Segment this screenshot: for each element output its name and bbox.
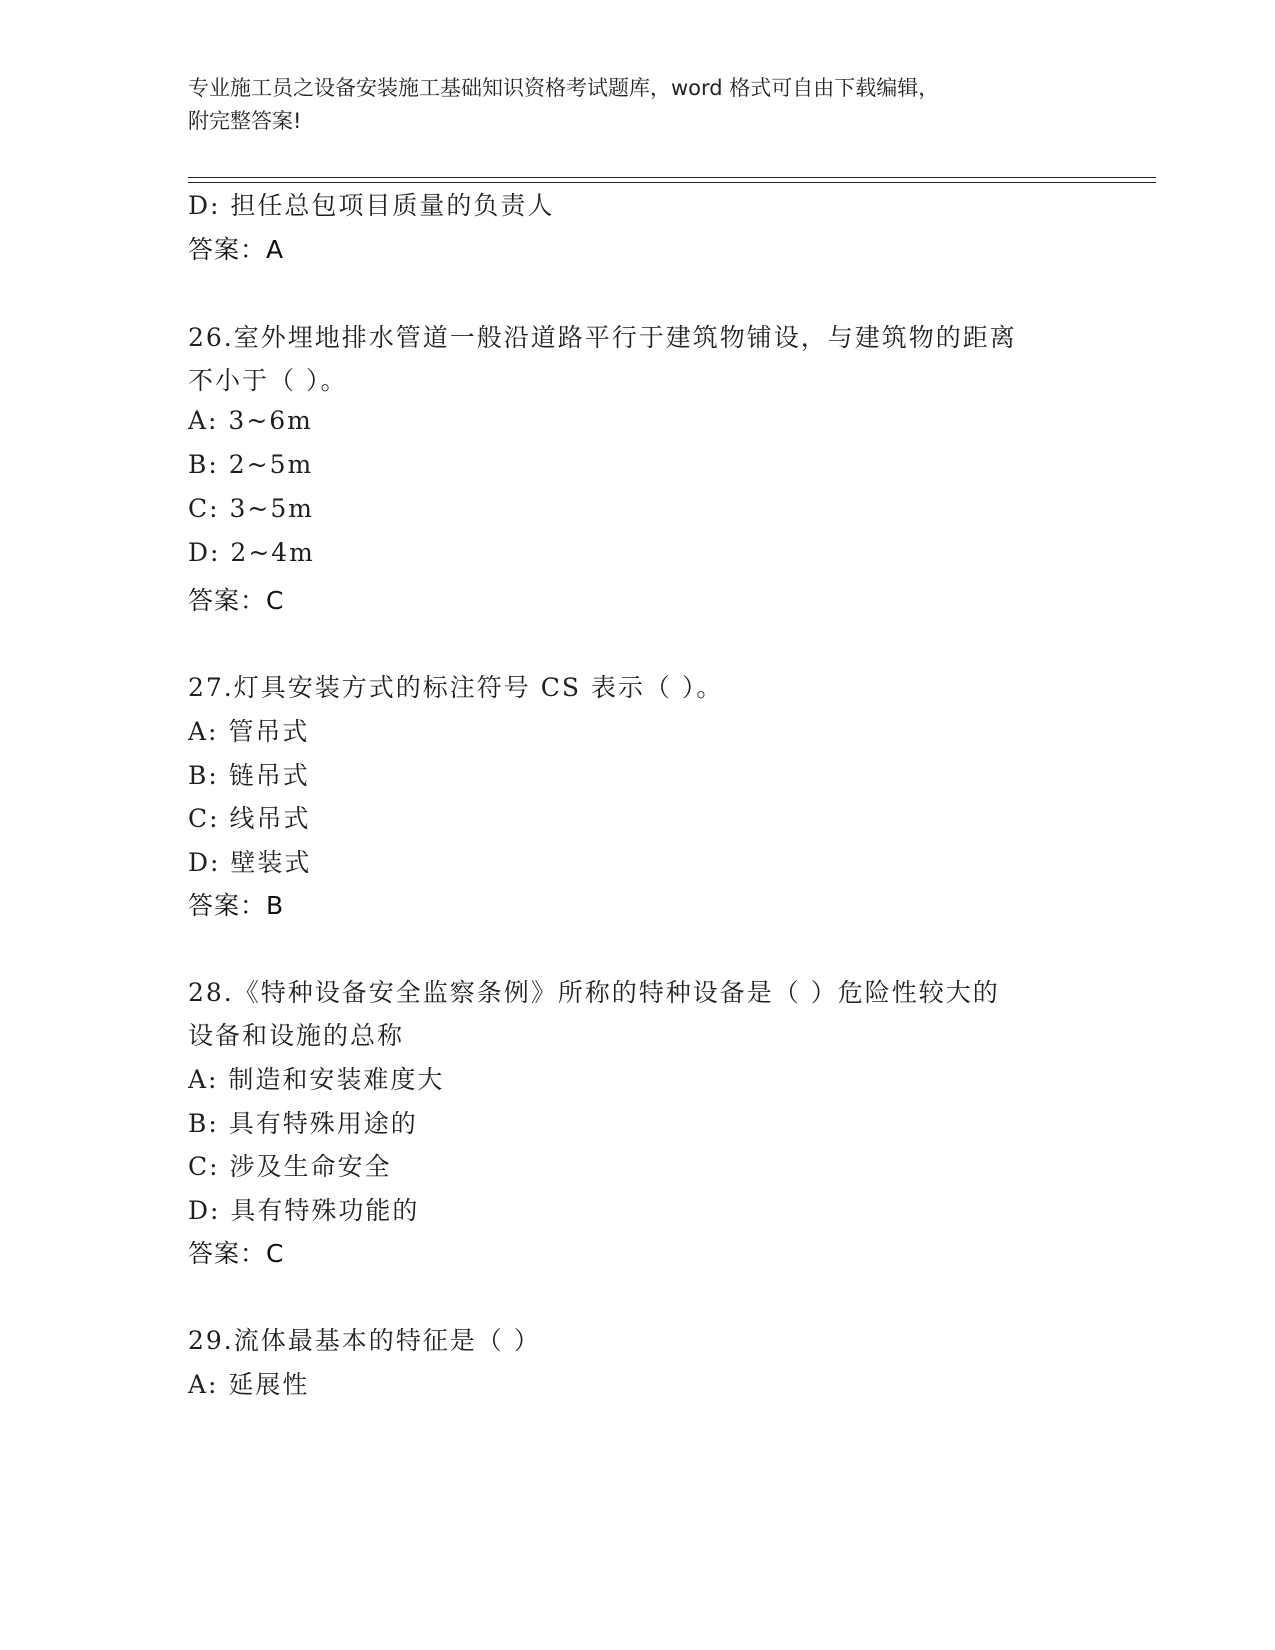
question-29-stem-line-1: 29.流体最基本的特征是（ ） [188, 1326, 541, 1355]
question-26-answer: 答案：C [188, 586, 285, 615]
document-header [188, 72, 1068, 138]
question-28-stem-line-2: 设备和设施的总称 [188, 1021, 405, 1050]
question-27-option-a: A: 管吊式 [188, 717, 310, 746]
question-26-option-b: B: 2~5m [188, 450, 314, 479]
question-27-option-b: B: 链吊式 [188, 761, 310, 790]
question-27-stem-line-1: 27.灯具安装方式的标注符号 CS 表示（ ）。 [188, 673, 724, 702]
prev-answer: 答案：A [188, 235, 285, 264]
question-29-option-a: A: 延展性 [188, 1370, 310, 1399]
question-28-option-d: D: 具有特殊功能的 [188, 1196, 420, 1225]
header-line-2: 附完整答案! [188, 109, 302, 133]
question-26-stem-line-2: 不小于（ ）。 [188, 366, 348, 395]
question-26-option-c: C: 3~5m [188, 494, 314, 523]
header-divider-bottom [188, 182, 1156, 183]
question-26-stem-line-1: 26.室外埋地排水管道一般沿道路平行于建筑物铺设，与建筑物的距离 [188, 323, 1017, 352]
question-28-stem-line-1: 28.《特种设备安全监察条例》所称的特种设备是（ ）危险性较大的 [188, 978, 1000, 1007]
prev-option-d: D: 担任总包项目质量的负责人 [188, 191, 555, 220]
question-28-option-c: C: 涉及生命安全 [188, 1152, 392, 1181]
question-28-option-b: B: 具有特殊用途的 [188, 1109, 418, 1138]
header-divider-top [188, 177, 1156, 178]
question-28-option-a: A: 制造和安装难度大 [188, 1065, 445, 1094]
header-line-1: 专业施工员之设备安装施工基础知识资格考试题库，word 格式可自由下载编辑， [188, 76, 940, 100]
question-28-answer: 答案：C [188, 1239, 285, 1268]
question-26-option-d: D: 2~4m [188, 538, 315, 567]
question-27-option-c: C: 线吊式 [188, 804, 311, 833]
question-27-option-d: D: 壁装式 [188, 848, 312, 877]
question-27-answer: 答案：B [188, 891, 285, 920]
question-26-option-a: A: 3~6m [188, 406, 313, 435]
